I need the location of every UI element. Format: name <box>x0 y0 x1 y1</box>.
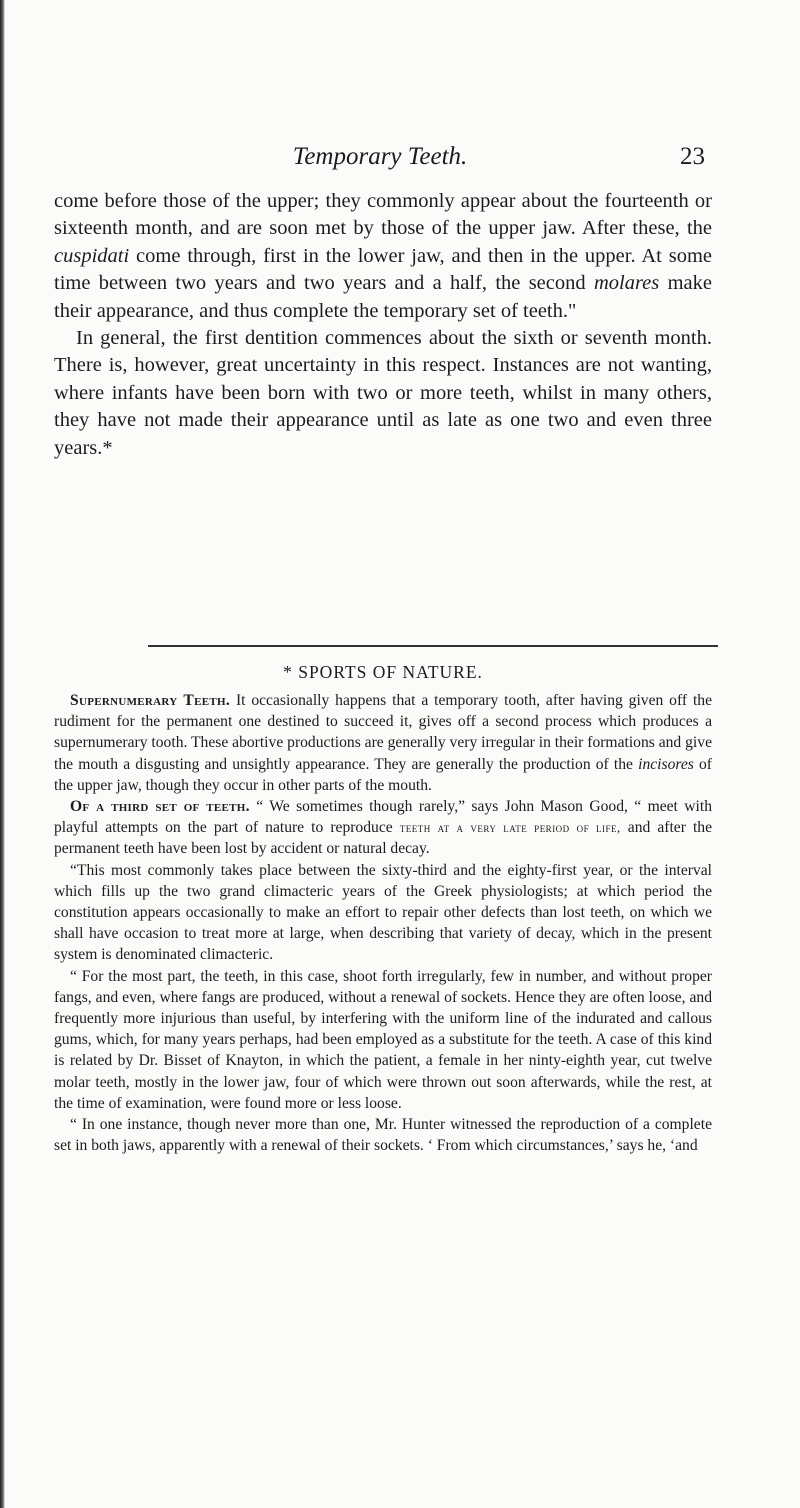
footnote-paragraph: “ In one instance, though never more than one, Mr. Hunter witnessed the reproduction of a complete set in both jaws, apparently with a renewal of their sockets. ‘ From which circumstances,’ says he, ‘and <box>54 1116 712 1155</box>
footnote-paragraph <box>54 796 712 860</box>
running-title: Temporary Teeth. <box>292 143 468 170</box>
text-run: come before those of the upper; they commonly appear about the fourteenth or sixteenth month, and are soon met by those of the upper jaw. After these, the <box>54 190 712 240</box>
running-head <box>55 140 705 174</box>
text-run: of the upper jaw, though they occur in other parts of the mouth. <box>54 755 713 794</box>
section-lead: Supernumerary Teeth. <box>70 692 231 709</box>
italic-term: cuspidati <box>54 244 130 267</box>
footnote-title: * SPORTS OF NATURE. <box>283 662 483 682</box>
paragraph: In general, the first dentition commences about the sixth or seventh month. There is, however, great uncertainty in this respect. Instances are not wanting, where infants have been born with two or more teeth, whilst in many others, they have not made their appearance until as late as one two and even three years.* <box>54 327 712 459</box>
main-text <box>54 188 712 462</box>
page-binding-edge <box>0 0 5 1508</box>
text-run: “ We sometimes though rarely,” says John Mason Good, “ meet with playful attempts on the part of nature to reproduce <box>54 798 712 837</box>
text-run: It occasionally happens that a temporary tooth, after having given off the rudiment for the permanent one destined to succeed it, gives off a second process which produces a supernumerary tooth. These abortive productions are generally very irregular in their formations and give the mouth a disgusting and unsightly appearance. They are generally the production of the <box>54 692 712 773</box>
section-lead: Of a third set of teeth. <box>70 798 250 816</box>
italic-term: incisores <box>638 755 694 773</box>
small-caps-phrase: teeth at a very late period of life, <box>399 820 621 836</box>
footnote-paragraph: “ For the most part, the teeth, in this case, shoot forth irregularly, few in number, and without proper fangs, and even, where fangs are produced, without a renewal of sockets. Hence they are often loose, and frequently more injurious than useful, by interfering with the uniform line of the indurated and callous gums, which, for many years perhaps, had been employed as a substitute for the teeth. A case of this kind is related by Dr. Bisset of Knayton, in which the patient, a female in her ninty-eighth year, cut twelve molar teeth, mostly in the lower jaw, four of which were thrown out soon afterwards, while the rest, at the time of examination, were found more or less loose. <box>54 967 712 1112</box>
footnote-paragraph <box>54 690 712 796</box>
italic-term: molares <box>593 272 660 295</box>
text-run: make their appearance, and thus complete the temporary set of teeth." <box>54 272 712 322</box>
text-run: come through, first in the lower jaw, and then in the upper. At some time between two years and two years and a half, the second <box>54 244 712 295</box>
footnote-paragraph: “This most commonly takes place between the sixty-third and the eighty-first year, or the interval which fills up the two grand climacteric years of the Greek physiologists; at which period the constitution appears occasionally to make an effort to repair other defects than lost teeth, on which we shall have occasion to treat more at large, when describing that variety of decay, which in the present system is denominated climacteric. <box>54 861 712 964</box>
page-number: 23 <box>680 143 705 170</box>
footnote <box>54 658 712 1156</box>
paragraph-continued <box>54 188 712 325</box>
footnote-separator <box>148 645 718 647</box>
text-run: and after the permanent teeth have been lost by accident or natural decay. <box>54 819 712 858</box>
